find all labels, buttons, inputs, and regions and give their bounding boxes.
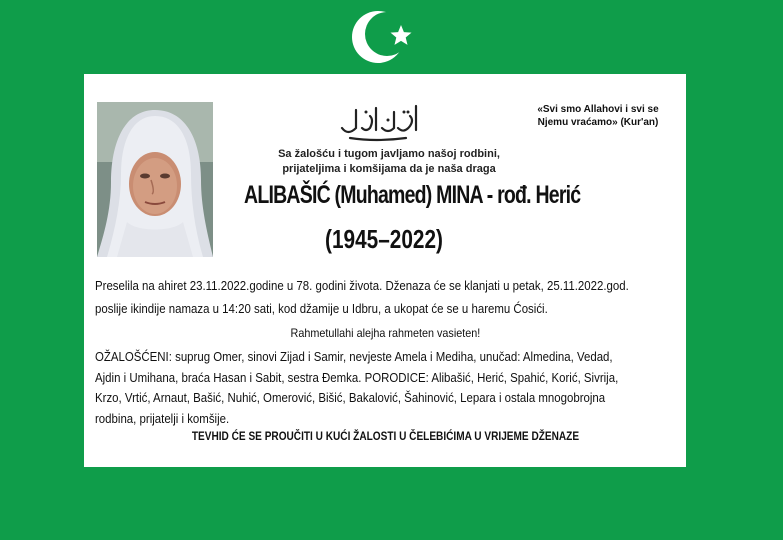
announcement-line: poslije ikindije namaza u 14:20 sati, kod džamije u Idbru, a ukopat će se u haremu Ćosići. bbox=[95, 301, 548, 316]
mourners-line: Krzo, Vrtić, Arnaut, Bašić, Nuhić, Omerović, Bišić, Bakalović, Šahinović, Lepara i ostala mnogobrojna bbox=[95, 390, 606, 405]
mourners-text bbox=[95, 347, 676, 429]
prayer-text bbox=[84, 325, 686, 341]
deceased-years: (1945–2022) bbox=[325, 224, 443, 254]
quran-quote bbox=[518, 103, 678, 129]
tevhid-label: TEVHID ĆE SE PROUČITI U KUĆI ŽALOSTI U ČELEBIĆIMA U VRIJEME DŽENAZE bbox=[191, 429, 579, 443]
intro-line: Sa žalošću i tugom javljamo našoj rodbini, bbox=[278, 148, 500, 160]
quote-line: Njemu vraćamo» (Kur'an) bbox=[537, 117, 659, 128]
arabic-calligraphy-irtihal-icon bbox=[336, 98, 426, 142]
deceased-name: ALIBAŠIĆ (Muhamed) MINA - rođ. Herić bbox=[244, 181, 581, 209]
intro-text bbox=[249, 147, 529, 177]
intro-line: prijateljima i komšijama da je naša draga bbox=[282, 163, 496, 175]
mourners-line: OŽALOŠĆENI: suprug Omer, sinovi Zijad i Samir, nevjeste Amela i Mediha, unučad: Almedina, Vedad, bbox=[95, 349, 613, 364]
prayer-label: Rahmetullahi alejha rahmeten vasieten! bbox=[290, 326, 480, 340]
tevhid-notice bbox=[84, 428, 686, 444]
crescent-star-icon bbox=[351, 8, 415, 66]
obituary-card bbox=[84, 74, 686, 467]
mourners-line: Ajdin i Umihana, braća Hasan i Sabit, sestra Đemka. PORODICE: Alibašić, Herić, Spahić, Korić, Sivrija, bbox=[95, 369, 619, 385]
portrait-photo bbox=[97, 102, 213, 257]
announcement-line: Preselila na ahiret 23.11.2022.godine u 78. godini života. Dženaza će se klanjati u petak, 25.11.2022.god. bbox=[95, 278, 629, 293]
mourners-line: rodbina, prijatelji i komšije. bbox=[95, 410, 230, 426]
quote-line: «Svi smo Allahovi i svi se bbox=[537, 104, 659, 115]
announcement-text bbox=[95, 274, 678, 320]
